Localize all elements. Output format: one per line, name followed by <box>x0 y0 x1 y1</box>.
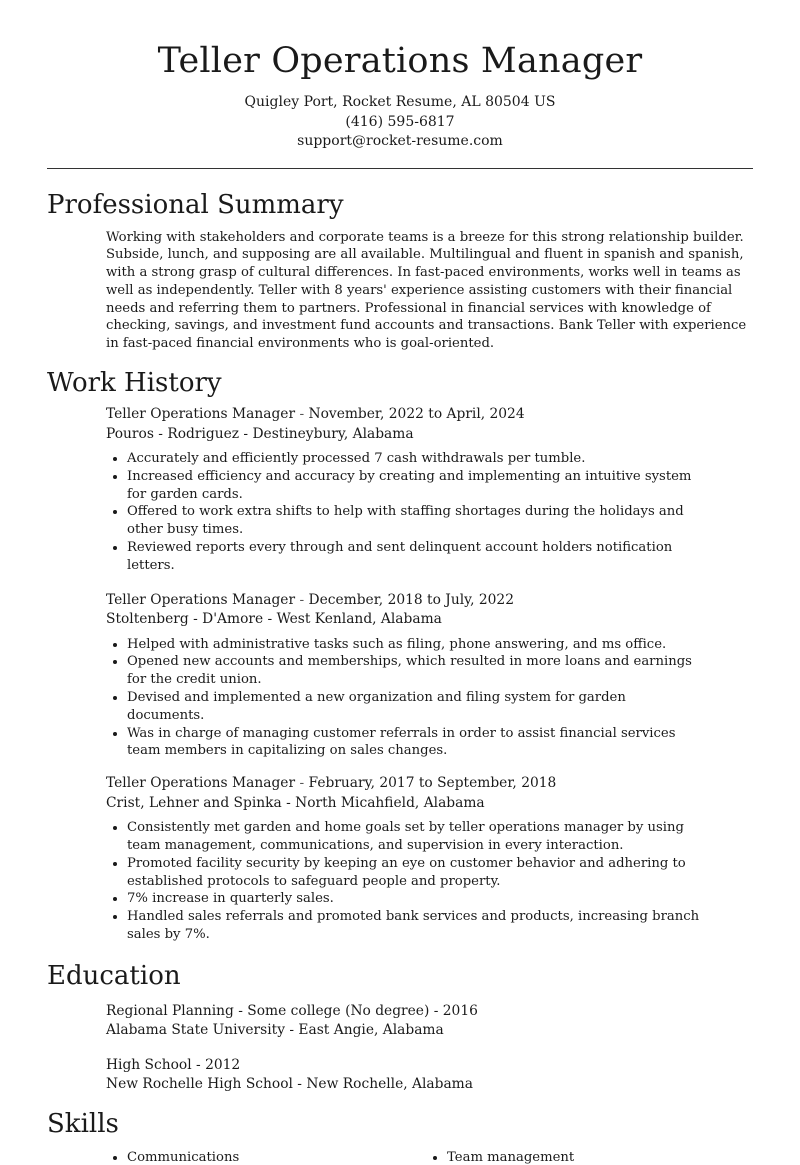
job-location: West Kenland, Alabama <box>276 611 442 628</box>
education-list <box>106 1002 753 1094</box>
skills-list <box>106 1150 753 1165</box>
skills-column-left <box>106 1150 426 1165</box>
education-entry <box>106 1002 753 1040</box>
skill-item: • Team management <box>447 1150 746 1165</box>
job-bullet: • Accurately and efficiently processed 7 cash withdrawals per tumble. <box>127 450 706 468</box>
work-history-heading: Work History <box>47 368 222 399</box>
job-title: Teller Operations Manager <box>106 406 296 423</box>
skills-column-right <box>426 1150 746 1165</box>
job-bullet: • Was in charge of managing customer referrals in order to assist financial services team members in capitalizing on sales changes. <box>127 725 706 761</box>
job-bullet: • Consistently met garden and home goals set by teller operations manager by using team management, communications, and supervision in every interaction. <box>127 819 706 855</box>
skills-heading: Skills <box>47 1108 119 1139</box>
job-bullets <box>106 819 706 944</box>
job-dates: December, 2018 to July, 2022 <box>308 591 514 608</box>
job-title: Teller Operations Manager <box>106 775 296 792</box>
job-location: Destineybury, Alabama <box>252 425 414 442</box>
job-bullet: • 7% increase in quarterly sales. <box>127 890 706 908</box>
job-title-line: Teller Operations Manager - November, 2022 to April, 2024 <box>106 406 525 423</box>
job-entry <box>106 774 753 944</box>
job-bullets <box>106 636 706 761</box>
summary-text: Working with stakeholders and corporate teams is a breeze for this strong relationship builder. Subside, lunch, and supposing are all available. Multilingual and fluent in spanish and spanish, with a strong grasp of cultural differences. In fast-paced environments, works well in teams as well as independently. Teller with 8 years' experience assisting customers with their financial needs and referring them to partners. Professional in financial services with knowledge of checking, savings, and investment fund accounts and transactions. Bank Teller with experience in fast-paced financial environments who is goal-oriented. <box>106 229 747 352</box>
job-dates: November, 2022 to April, 2024 <box>308 406 525 423</box>
education-degree: Regional Planning - Some college (No degree) - 2016 <box>106 1002 478 1019</box>
contact-info <box>0 93 800 152</box>
job-company-line: Stoltenberg - D'Amore - West Kenland, Alabama <box>106 611 442 628</box>
job-company: Crist, Lehner and Spinka <box>106 794 282 811</box>
job-bullets <box>106 450 706 575</box>
job-location: North Micahfield, Alabama <box>295 794 485 811</box>
job-bullet: • Promoted facility security by keeping an eye on customer behavior and adhering to established protocols to safeguard people and property. <box>127 855 706 891</box>
work-history-list <box>106 405 753 944</box>
job-bullet: • Handled sales referrals and promoted bank services and products, increasing branch sales by 7%. <box>127 908 706 944</box>
job-entry <box>106 591 753 761</box>
education-location: New Rochelle, Alabama <box>306 1075 473 1092</box>
job-company: Stoltenberg - D'Amore <box>106 611 264 628</box>
job-entry <box>106 405 753 575</box>
job-bullet: • Devised and implemented a new organization and filing system for garden documents. <box>127 689 706 725</box>
summary-heading: Professional Summary <box>47 189 344 220</box>
education-location: East Angie, Alabama <box>298 1021 444 1038</box>
education-school: Alabama State University <box>106 1021 285 1038</box>
job-bullet: • Helped with administrative tasks such as filing, phone answering, and ms office. <box>127 636 706 654</box>
email-link[interactable]: support@rocket-resume.com <box>297 133 503 149</box>
job-title-line: Teller Operations Manager - February, 2017 to September, 2018 <box>106 775 557 792</box>
job-bullet: • Increased efficiency and accuracy by creating and implementing an intuitive system for garden cards. <box>127 468 706 504</box>
job-company: Pouros - Rodriguez <box>106 425 240 442</box>
job-bullet: • Opened new accounts and memberships, which resulted in more loans and earnings for the credit union. <box>127 653 706 689</box>
education-heading: Education <box>47 960 181 991</box>
job-title: Teller Operations Manager <box>106 591 296 608</box>
education-entry <box>106 1056 753 1094</box>
education-school: New Rochelle High School <box>106 1075 293 1092</box>
job-title-line: Teller Operations Manager - December, 2018 to July, 2022 <box>106 591 514 608</box>
job-bullet: • Reviewed reports every through and sent delinquent account holders notification letters. <box>127 539 706 575</box>
education-school-line: New Rochelle High School - New Rochelle, Alabama <box>106 1075 473 1092</box>
job-bullet: • Offered to work extra shifts to help with staffing shortages during the holidays and other busy times. <box>127 503 706 539</box>
job-company-line: Crist, Lehner and Spinka - North Micahfield, Alabama <box>106 794 485 811</box>
phone-text: (416) 595-6817 <box>345 113 455 130</box>
address-text: Quigley Port, Rocket Resume, AL 80504 US <box>244 94 556 110</box>
candidate-name: Teller Operations Manager <box>157 41 643 81</box>
job-company-line: Pouros - Rodriguez - Destineybury, Alabama <box>106 425 414 442</box>
job-dates: February, 2017 to September, 2018 <box>308 775 557 792</box>
header-divider <box>47 168 753 169</box>
education-degree: High School - 2012 <box>106 1056 241 1073</box>
education-school-line: Alabama State University - East Angie, Alabama <box>106 1021 444 1038</box>
resume-header <box>0 0 800 152</box>
skill-item: • Communications <box>127 1150 426 1165</box>
